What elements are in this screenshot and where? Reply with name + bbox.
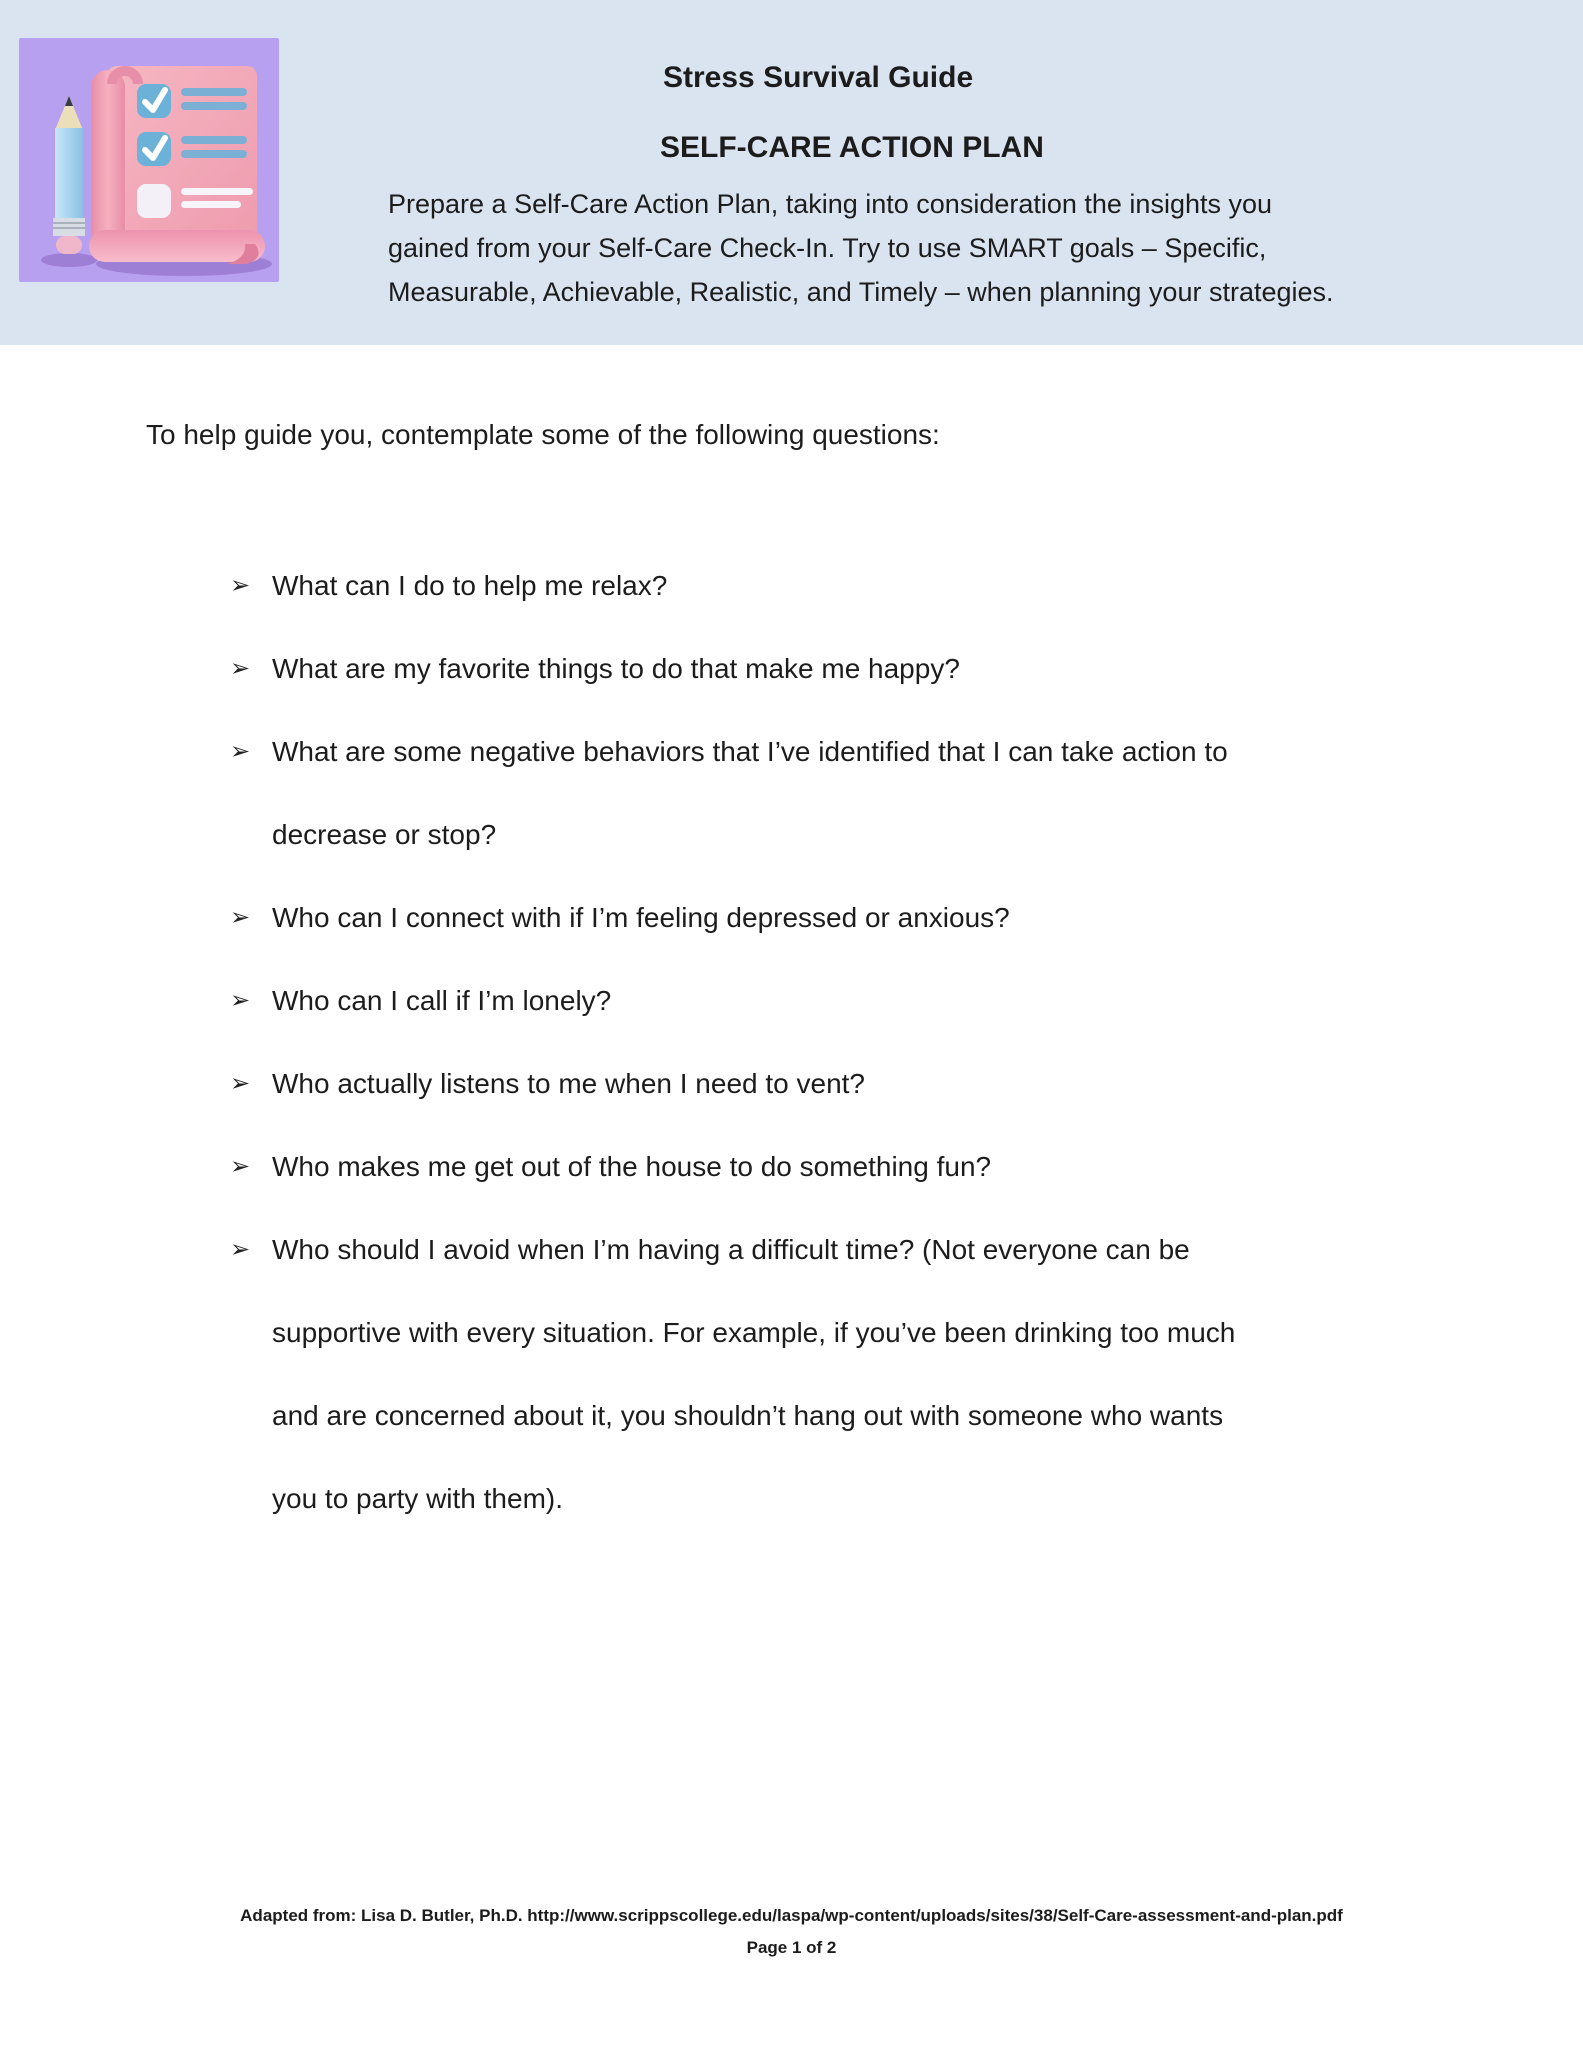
header-paragraph-line: gained from your Self-Care Check-In. Try to use SMART goals – Specific, <box>388 233 1267 263</box>
bullet-arrow-icon: ➢ <box>230 987 251 1014</box>
bullet-line-text: decrease or stop? <box>272 819 497 850</box>
bullet-arrow-icon: ➢ <box>230 1236 251 1263</box>
bullet-line-text: Who actually listens to me when I need to vent? <box>272 1068 865 1099</box>
list-item-line <box>0 1315 1583 1355</box>
bullet-line-text: What are some negative behaviors that I’ve identified that I can take action to <box>272 736 1228 767</box>
bullet-line-text: you to party with them). <box>272 1483 564 1514</box>
header-paragraph-line: Prepare a Self-Care Action Plan, taking into consideration the insights you <box>388 189 1273 219</box>
bullet-arrow-icon: ➢ <box>230 1070 251 1097</box>
bullet-line-text: What can I do to help me relax? <box>272 570 668 601</box>
list-item-line <box>0 568 1583 608</box>
pencil-shadow <box>41 253 97 267</box>
list-item-line <box>0 1481 1583 1521</box>
list-item-line <box>0 1149 1583 1189</box>
list-item-line <box>0 734 1583 774</box>
header-paragraph-line: Measurable, Achievable, Realistic, and Timely – when planning your strategies. <box>388 277 1334 307</box>
intro-sentence: To help guide you, contemplate some of the following questions: <box>146 419 940 450</box>
header-icon-panel <box>19 38 279 282</box>
list-item-line <box>0 1066 1583 1106</box>
document-header <box>0 0 1583 345</box>
list-item-line <box>0 1398 1583 1438</box>
bullet-arrow-icon: ➢ <box>230 738 251 765</box>
bullet-arrow-icon: ➢ <box>230 1153 251 1180</box>
list-item-line <box>0 983 1583 1023</box>
bullet-line-text: Who should I avoid when I’m having a difficult time? (Not everyone can be <box>272 1234 1190 1265</box>
footer-attribution: Adapted from: Lisa D. Butler, Ph.D. http://www.scrippscollege.edu/laspa/wp-content/uploads/sites/38/Self-Care-assessment-and-plan.pdf <box>240 1906 1343 1925</box>
list-item-line <box>0 1232 1583 1272</box>
document-title: Stress Survival Guide <box>663 61 974 94</box>
bullet-line-text: Who can I connect with if I’m feeling depressed or anxious? <box>272 902 1010 933</box>
bullet-line-text: supportive with every situation. For example, if you’ve been drinking too much <box>272 1317 1236 1348</box>
checklist-scroll-pencil-icon <box>19 38 279 282</box>
footer-page-indicator: Page 1 of 2 <box>746 1938 837 1957</box>
list-item-line <box>0 651 1583 691</box>
list-item-line <box>0 817 1583 857</box>
bullet-arrow-icon: ➢ <box>230 904 251 931</box>
bullet-line-text: What are my favorite things to do that make me happy? <box>272 653 960 684</box>
bullet-arrow-icon: ➢ <box>230 572 251 599</box>
bullet-line-text: Who can I call if I’m lonely? <box>272 985 612 1016</box>
pencil-icon <box>53 96 85 254</box>
document-subtitle: SELF-CARE ACTION PLAN <box>660 131 1044 164</box>
header-paragraph <box>388 182 1508 314</box>
bullet-line-text: Who makes me get out of the house to do something fun? <box>272 1151 992 1182</box>
bullet-arrow-icon: ➢ <box>230 655 251 682</box>
bullet-line-text: and are concerned about it, you shouldn’t hang out with someone who wants <box>272 1400 1224 1431</box>
list-item-line <box>0 900 1583 940</box>
